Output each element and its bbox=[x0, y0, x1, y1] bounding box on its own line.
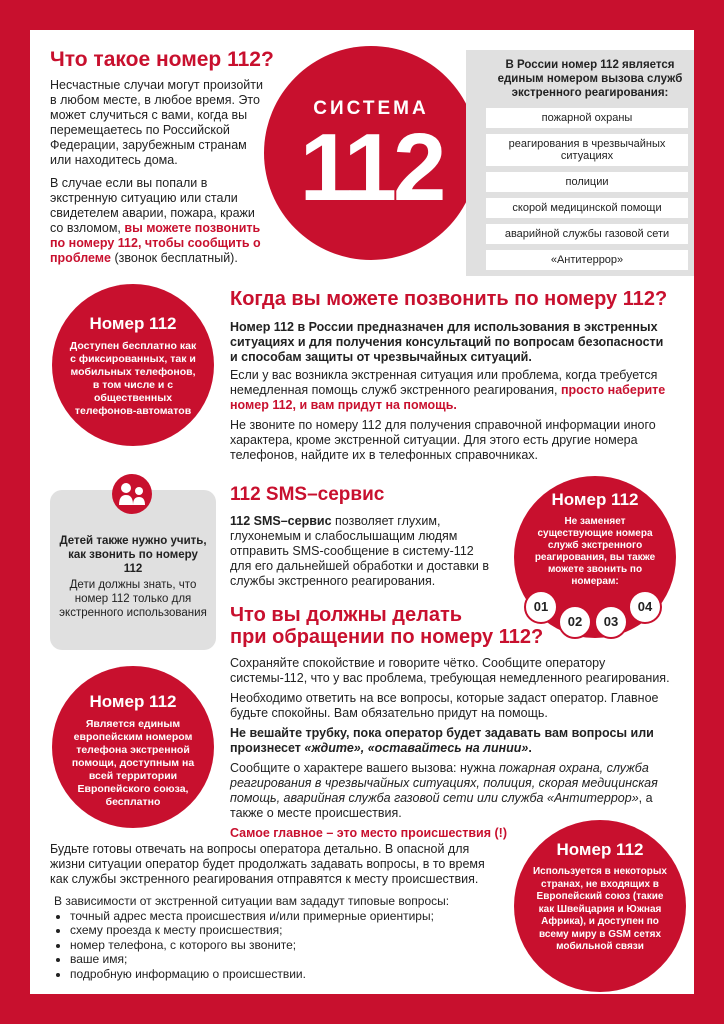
phone-number-04: 04 bbox=[628, 590, 662, 624]
what-text bbox=[230, 656, 676, 841]
questions-block bbox=[54, 894, 494, 981]
when-paragraph-3: Не звоните по номеру 112 для получения справочной информации иного характера, кроме экстренной ситуации. Для этого есть другие номера телефонов, найдите их в телефонных справочниках. bbox=[230, 418, 656, 462]
info-circle-free bbox=[52, 284, 214, 446]
circle-text: Является единым европейским номером телефона экстренной помощи, доступным на всей территории Европейского союза, бесплатно bbox=[71, 718, 195, 808]
questions-intro: В зависимости от экстренной ситуации вам зададут типовые вопросы: bbox=[54, 894, 450, 908]
services-list bbox=[486, 108, 688, 270]
what-paragraph-3: Не вешайте трубку, пока оператор будет задавать вам вопросы или произнесет «ждите», «оставайтесь на линии». bbox=[230, 726, 654, 755]
services-title: В России номер 112 является единым номером вызова служб экстренного реагирования: bbox=[497, 59, 683, 99]
questions-list bbox=[54, 909, 494, 982]
list-item: • схему проезда к месту происшествия; bbox=[70, 923, 494, 938]
kids-title: Детей также нужно учить, как звонить по номеру 112 bbox=[59, 535, 207, 575]
when-paragraph-1: Номер 112 в России предназначен для использования в экстренных ситуациях и для получения консультаций по вопросам безопасности и способам защиты от чрезвычайных ситуаций. bbox=[230, 320, 664, 364]
circle-text: Используется в некоторых странах, не входящих в Европейский союз (такие как Швейцария и Южная Африка), и доступен по всему миру в GSM сетях мобильной связи bbox=[532, 866, 667, 952]
what-paragraph-4: Сообщите о характере вашего вызова: нужна пожарная охрана, служба реагирования в чрезвычайных ситуациях, полиция, скорая медицинская помощь, аварийная служба газовой сети или служба «Антитеррор», а также о месте происшествия. bbox=[230, 761, 658, 820]
list-item: • ваше имя; bbox=[70, 952, 494, 967]
what-heading-line-2: при обращении по номеру 112? bbox=[230, 626, 544, 648]
kids-panel bbox=[50, 490, 216, 650]
logo-caption: СИСТЕМА bbox=[313, 98, 429, 119]
logo-number: 112 bbox=[299, 114, 443, 221]
intro-paragraph-2: В случае если вы попали в экстренную ситуацию или стали свидетелем аварии, пожара, кражи со взломом, вы можете позвонить по номеру 112, чтобы сообщить о проблеме (звонок бесплатный). bbox=[50, 176, 261, 265]
when-paragraph-2: Если у вас возникла экстренная ситуация или проблема, когда требуется немедленная помощь служб экстренного реагирования, просто наберите номер 112, и вам придут на помощь. bbox=[230, 368, 666, 412]
list-item: • подробную информацию о происшествии. bbox=[70, 967, 494, 982]
what-main-point: Самое главное – это место происшествия (!) bbox=[230, 826, 507, 840]
phone-number-02: 02 bbox=[558, 605, 592, 639]
intro-highlight: вы можете позвонить по номеру 112, чтобы сообщить о проблеме bbox=[50, 221, 261, 265]
services-panel bbox=[466, 50, 694, 276]
ready-text: Будьте готовы отвечать на вопросы оператора детально. В опасной для жизни ситуации оператор будет продолжать задавать вопросы, в то время как службы экстренного реагирования отправятся к месту происшествия. bbox=[50, 842, 485, 886]
kids-text bbox=[58, 534, 208, 620]
sms-heading: 112 SMS–сервис bbox=[230, 484, 385, 505]
service-item: реагирования в чрезвычайных ситуациях bbox=[486, 134, 688, 166]
phone-number-01: 01 bbox=[524, 590, 558, 624]
intro-heading: Что такое номер 112? bbox=[50, 48, 274, 71]
what-paragraph-1: Сохраняйте спокойствие и говорите чётко. Сообщите оператору системы-112, что у вас проблема, требующая немедленного реагирования. bbox=[230, 656, 670, 685]
service-item: скорой медицинской помощи bbox=[486, 198, 688, 218]
what-heading-line-1: Что вы должны делать bbox=[230, 604, 463, 626]
when-text bbox=[230, 320, 670, 463]
when-heading: Когда вы можете позвонить по номеру 112? bbox=[230, 288, 668, 310]
circle-title: Номер 112 bbox=[89, 692, 177, 711]
list-item: • точный адрес места происшествия и/или примерные ориентиры; bbox=[70, 909, 494, 924]
circle-text: Доступен бесплатно как с фиксированных, так и мобильных телефонов, в том числе и с общественных телефонов-автоматов bbox=[69, 340, 197, 417]
service-item: пожарной охраны bbox=[486, 108, 688, 128]
intro-text bbox=[50, 78, 270, 266]
people-icon bbox=[112, 474, 152, 514]
service-item: полиции bbox=[486, 172, 688, 192]
list-item: • номер телефона, с которого вы звоните; bbox=[70, 938, 494, 953]
circle-title: Номер 112 bbox=[556, 840, 644, 859]
service-item: «Антитеррор» bbox=[486, 250, 688, 270]
sms-text: 112 SMS–сервис позволяет глухим, глухонемым и слабослышащим людям отправить SMS-сообщение в систему-112 для его дальнейшей обработки и доставки в службы экстренного реагирования. bbox=[230, 514, 490, 588]
kids-note: Дети должны знать, что номер 112 только для экстренного использования bbox=[59, 579, 207, 619]
circle-text: Не заменяет существующие номера служб экстренного реагирования, вы также можете звонить по номерам: bbox=[534, 516, 656, 587]
info-circle-europe bbox=[52, 666, 214, 828]
what-paragraph-2: Необходимо ответить на все вопросы, которые задаст оператор. Главное будьте спокойны. Вам обязательно придут на помощь. bbox=[230, 691, 659, 720]
intro-paragraph-1: Несчастные случаи могут произойти в любом месте, в любое время. Это может случиться с вами, когда вы перемещаетесь по Российской Федерации, зарубежным странам или находитесь дома. bbox=[50, 78, 263, 167]
when-highlight: просто наберите номер 112, и вам придут на помощь. bbox=[230, 383, 666, 412]
system-112-logo bbox=[264, 46, 478, 260]
circle-title: Номер 112 bbox=[89, 314, 177, 333]
circle-title: Номер 112 bbox=[551, 490, 639, 509]
poster bbox=[30, 30, 694, 994]
info-circle-worldwide bbox=[514, 820, 686, 992]
what-heading bbox=[230, 604, 543, 648]
service-item: аварийной службы газовой сети bbox=[486, 224, 688, 244]
phone-number-03: 03 bbox=[594, 605, 628, 639]
